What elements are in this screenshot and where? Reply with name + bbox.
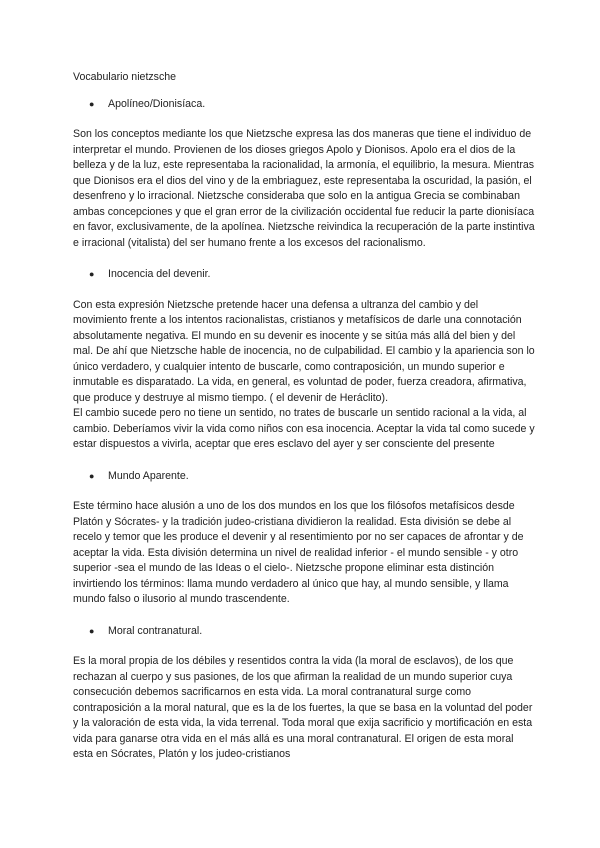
document-body: [73, 70, 535, 779]
section-heading-apolineo: [73, 97, 535, 113]
paragraph-mundo-aparente: Este término hace alusión a uno de los dos mundos en los que los filósofos metafísicos desde Platón y Sócrates- y la tradición judeo-cristiana dividieron la realidad. Esta división se debe al recelo y temor que les produce el devenir y al resentimiento por no ser capaces de afrontar y de aceptar la vida. Esta división determina un nivel de realidad inferior - el mundo sensible - y otro superior -sea el mundo de las Ideas o el cielo-. Nietzsche propone eliminar esta distinción invirtiendo los términos: llama mundo verdadero al único que hay, al mundo sensible, y llama mundo falso o ilusorio al mundo trascendente.: [73, 500, 524, 605]
paragraph-apolineo: Son los conceptos mediante los que Nietzsche expresa las dos maneras que tiene el individuo de interpretar el mundo. Provienen de los dioses griegos Apolo y Dionisos. Apolo era el dios de la belleza y de la luz, este representaba la racionalidad, la armonía, el equilibrio, la mesura. Mientras que Dionisos era el dios del vino y de la embriaguez, este representaba la oscuridad, la pasión, el desenfreno y lo irracional. Nietzsche consideraba que solo en la antigua Grecia se combinaban ambas concepciones y que el gran error de la civilización occidental fue reducir la parte dionisíaca en favor, exclusivamente, de la apolínea. Nietzsche reivindica la recuperación de la parte instintiva e irracional (vitalista) del ser humano frente a los excesos del racionalismo.: [73, 128, 535, 249]
section-heading-inocencia: [73, 267, 535, 283]
paragraph-moral-contranatural: Es la moral propia de los débiles y resentidos contra la vida (la moral de esclavos), de los que rechazan al cuerpo y sus pasiones, de los que afirman la realidad de un mundo superior cuya consecución debemos sacrificarnos en esta vida. La moral contranatural surge como contraposición a la moral natural, que es la de los fuertes, la que se basa en la voluntad del poder y la valoración de esta vida, la vida terrenal. Toda moral que exija sacrificio y mortificación en esta vida para ganarse otra vida en el más allá es una moral contranatural. El origen de esta moral esta en Sócrates, Platón y los judeo-cristianos: [73, 655, 533, 760]
bullet-icon: ●: [89, 98, 95, 109]
section-heading-label: Inocencia del devenir.: [108, 268, 211, 280]
bullet-icon: ●: [89, 470, 95, 481]
bullet-icon: ●: [89, 625, 95, 636]
document-title: Vocabulario nietzsche: [73, 71, 177, 83]
section-heading-label: Mundo Aparente.: [108, 469, 189, 482]
bullet-icon: ●: [89, 269, 95, 279]
paragraph-inocencia-1: Con esta expresión Nietzsche pretende hacer una defensa a ultranza del cambio y del movimiento frente a los intentos racionalistas, cristianos y metafísicos de darle una connotación absolutamente negativa. El mundo en su devenir es inocente y se sitúa más allá del bien y del mal. De ahí que Nietzsche hable de inocencia, no de culpabilidad. El cambio y la apariencia son lo único verdadero, y cualquier intento de buscarle, como contraposición, un mundo superior e inmutable es disparatado. La vida, en general, es voluntad de poder, fuerza creadora, afirmativa, que produce y destruye al mismo tiempo. ( el devenir de Heráclito).: [73, 298, 535, 404]
section-heading-label: Apolíneo/Dionisíaca.: [108, 97, 206, 110]
paragraph-inocencia-2: El cambio sucede pero no tiene un sentido, no trates de buscarle un sentido racional a la vida, al cambio. Deberíamos vivir la vida como niños con esa inocencia. Aceptar la vida tal como sucede y estar dispuestos a vivirla, aceptar que eres esclavo del ayer y ser consciente del presente: [73, 407, 535, 450]
section-heading-moral-contranatural: [73, 624, 535, 640]
section-heading-label: Moral contranatural.: [108, 624, 203, 637]
section-heading-mundo-aparente: [73, 469, 535, 485]
